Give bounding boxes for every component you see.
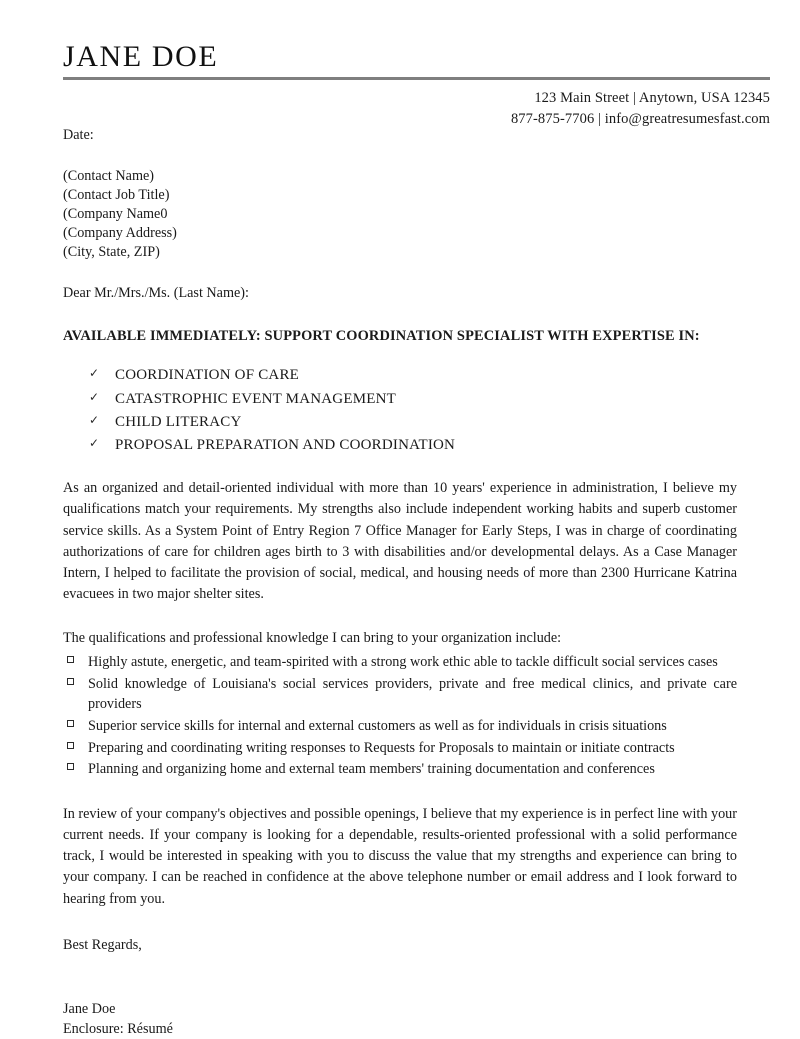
qualifications-list — [63, 652, 737, 780]
recipient-block — [63, 167, 737, 262]
enclosure-note: Enclosure: Résumé — [63, 1020, 173, 1037]
recipient-line: (Company Name0 — [63, 206, 168, 223]
qualifications-lead-in: The qualifications and professional knowledge I can bring to your organization include: — [63, 630, 562, 647]
list-item-label: Solid knowledge of Louisiana's social services providers, private and free medical clinics, and private care providers — [88, 675, 737, 713]
list-item — [63, 652, 737, 673]
list-item-label: CATASTROPHIC EVENT MANAGEMENT — [115, 390, 396, 407]
contact-info — [63, 88, 770, 130]
body-paragraph-1: As an organized and detail-oriented individual with more than 10 years' experience in administration, I believe my qualifications match your requirements. My strengths also include independent working habits and superb customer service skills. As a System Point of Entry Region 7 Office Manager for Early Steps, I was in charge of coordinating authorizations of care for children ages birth to 3 with disabilities and/or developmental delays. As a Case Manager Intern, I helped to facilitate the provision of social, medical, and housing needs of more than 2300 Hurricane Katrina evacuees in two major shelter sites. — [63, 480, 737, 603]
list-item — [63, 366, 737, 386]
contact-phone-email: 877-875-7706 | info@greatresumesfast.com — [510, 110, 770, 127]
list-item-label: COORDINATION OF CARE — [115, 367, 300, 384]
check-icon: ✓ — [89, 436, 100, 451]
letter-body — [63, 126, 737, 1039]
headline: AVAILABLE IMMEDIATELY: SUPPORT COORDINATION SPECIALIST WITH EXPERTISE IN: — [63, 328, 700, 345]
list-item-label: Preparing and coordinating writing responses to Requests for Proposals to maintain or initiate contracts — [88, 739, 675, 756]
list-item — [63, 390, 737, 410]
square-bullet-icon — [67, 678, 74, 685]
square-bullet-icon — [67, 720, 74, 727]
header-divider — [63, 77, 770, 80]
square-bullet-icon — [67, 656, 74, 663]
check-icon: ✓ — [89, 389, 100, 404]
square-bullet-icon — [67, 763, 74, 770]
signature-block — [63, 999, 737, 1039]
contact-address: 123 Main Street | Anytown, USA 12345 — [534, 90, 770, 106]
square-bullet-icon — [67, 742, 74, 749]
list-item-label: Highly astute, energetic, and team-spirited with a strong work ethic able to tackle difficult social services cases — [88, 654, 718, 671]
recipient-line: (Contact Name) — [63, 167, 154, 184]
recipient-line: (Company Address) — [63, 225, 177, 242]
list-item — [63, 436, 737, 456]
list-item — [63, 759, 737, 780]
recipient-line: (Contact Job Title) — [63, 186, 170, 203]
list-item-label: PROPOSAL PREPARATION AND COORDINATION — [115, 437, 456, 454]
list-item-label: CHILD LITERACY — [115, 413, 242, 430]
check-icon: ✓ — [89, 366, 100, 381]
expertise-list — [63, 366, 737, 456]
list-item — [63, 413, 737, 433]
date-label: Date: — [63, 127, 94, 143]
list-item-label: Planning and organizing home and external team members' training documentation and conferences — [88, 761, 655, 778]
closing-salutation: Best Regards, — [63, 936, 142, 953]
list-item — [63, 716, 737, 737]
list-item — [63, 674, 737, 715]
list-item-label: Superior service skills for internal and external customers as well as for individuals in crisis situations — [88, 718, 667, 735]
letterhead — [63, 42, 770, 130]
check-icon: ✓ — [89, 412, 100, 427]
body-paragraph-2: In review of your company's objectives and possible openings, I believe that my experience is in perfect line with your current needs. If your company is looking for a dependable, results-oriented professional with a solid performance track, I would be interested in speaking with you to discuss the value that my strengths and experience can bring to your company. I can be reached in confidence at the above telephone number or email address and I look forward to hearing from you. — [63, 805, 737, 907]
recipient-line: (City, State, ZIP) — [63, 244, 160, 261]
signature-name: Jane Doe — [63, 1000, 116, 1017]
salutation: Dear Mr./Mrs./Ms. (Last Name): — [63, 285, 249, 302]
list-item — [63, 738, 737, 759]
page-title: JANE DOE — [63, 40, 219, 73]
